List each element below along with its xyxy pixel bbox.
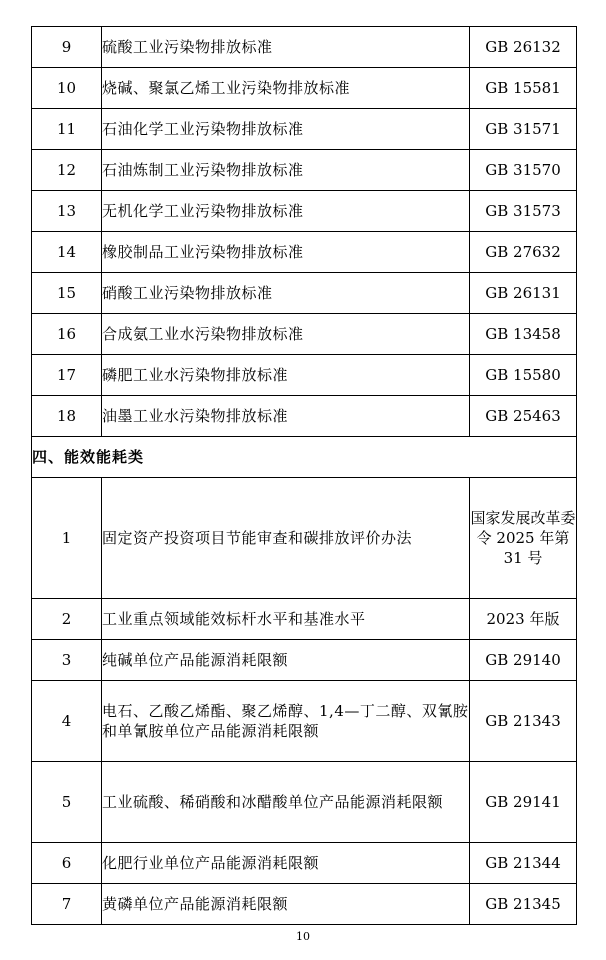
standard-code: GB 31570 (470, 150, 577, 191)
table-row (32, 599, 577, 640)
standard-code: GB 29141 (470, 762, 577, 843)
row-number: 6 (32, 843, 102, 884)
standard-name: 纯碱单位产品能源消耗限额 (102, 640, 470, 681)
table-row (32, 191, 577, 232)
standard-code: GB 15580 (470, 355, 577, 396)
standard-name: 工业重点领域能效标杆水平和基准水平 (102, 599, 470, 640)
standard-code: GB 21345 (470, 884, 577, 925)
standard-code: GB 27632 (470, 232, 577, 273)
table-row (32, 884, 577, 925)
standard-name: 磷肥工业水污染物排放标准 (102, 355, 470, 396)
standard-name: 硫酸工业污染物排放标准 (102, 27, 470, 68)
standard-name: 固定资产投资项目节能审查和碳排放评价办法 (102, 478, 470, 599)
table-row (32, 762, 577, 843)
standard-code: GB 13458 (470, 314, 577, 355)
standard-name: 橡胶制品工业污染物排放标准 (102, 232, 470, 273)
row-number: 11 (32, 109, 102, 150)
standard-name: 油墨工业水污染物排放标准 (102, 396, 470, 437)
standard-name: 黄磷单位产品能源消耗限额 (102, 884, 470, 925)
table-row (32, 314, 577, 355)
row-number: 16 (32, 314, 102, 355)
standard-code: GB 21343 (470, 681, 577, 762)
row-number: 17 (32, 355, 102, 396)
standard-code: GB 15581 (470, 68, 577, 109)
row-number: 4 (32, 681, 102, 762)
standard-name: 烧碱、聚氯乙烯工业污染物排放标准 (102, 68, 470, 109)
table-row (32, 150, 577, 191)
row-number: 5 (32, 762, 102, 843)
standard-code: 2023 年版 (470, 599, 577, 640)
standard-code: 国家发展改革委令 2025 年第 31 号 (470, 478, 577, 599)
standard-code: GB 26132 (470, 27, 577, 68)
row-number: 12 (32, 150, 102, 191)
table-row (32, 355, 577, 396)
row-number: 2 (32, 599, 102, 640)
standard-name: 合成氨工业水污染物排放标准 (102, 314, 470, 355)
standard-code: GB 31573 (470, 191, 577, 232)
standard-code: GB 21344 (470, 843, 577, 884)
table-row (32, 478, 577, 599)
standard-name: 石油炼制工业污染物排放标准 (102, 150, 470, 191)
standard-name: 电石、乙酸乙烯酯、聚乙烯醇、1,4—丁二醇、双氰胺和单氰胺单位产品能源消耗限额 (102, 681, 470, 762)
table-row (32, 843, 577, 884)
standard-code: GB 25463 (470, 396, 577, 437)
table-row (32, 109, 577, 150)
standard-name: 石油化学工业污染物排放标准 (102, 109, 470, 150)
standard-name: 无机化学工业污染物排放标准 (102, 191, 470, 232)
row-number: 7 (32, 884, 102, 925)
standard-name: 硝酸工业污染物排放标准 (102, 273, 470, 314)
standard-code: GB 31571 (470, 109, 577, 150)
row-number: 15 (32, 273, 102, 314)
section-row (32, 437, 577, 478)
row-number: 1 (32, 478, 102, 599)
table-row (32, 640, 577, 681)
section-title: 四、能效能耗类 (32, 437, 577, 478)
table-row (32, 681, 577, 762)
table-row (32, 232, 577, 273)
row-number: 14 (32, 232, 102, 273)
standard-code: GB 26131 (470, 273, 577, 314)
standard-name: 化肥行业单位产品能源消耗限额 (102, 843, 470, 884)
standards-table (31, 26, 577, 925)
table-row (32, 396, 577, 437)
row-number: 18 (32, 396, 102, 437)
table-row (32, 273, 577, 314)
row-number: 13 (32, 191, 102, 232)
standard-name: 工业硫酸、稀硝酸和冰醋酸单位产品能源消耗限额 (102, 762, 470, 843)
row-number: 10 (32, 68, 102, 109)
standard-code: GB 29140 (470, 640, 577, 681)
table-row (32, 27, 577, 68)
page-number: 10 (296, 930, 310, 943)
row-number: 3 (32, 640, 102, 681)
table-row (32, 68, 577, 109)
row-number: 9 (32, 27, 102, 68)
